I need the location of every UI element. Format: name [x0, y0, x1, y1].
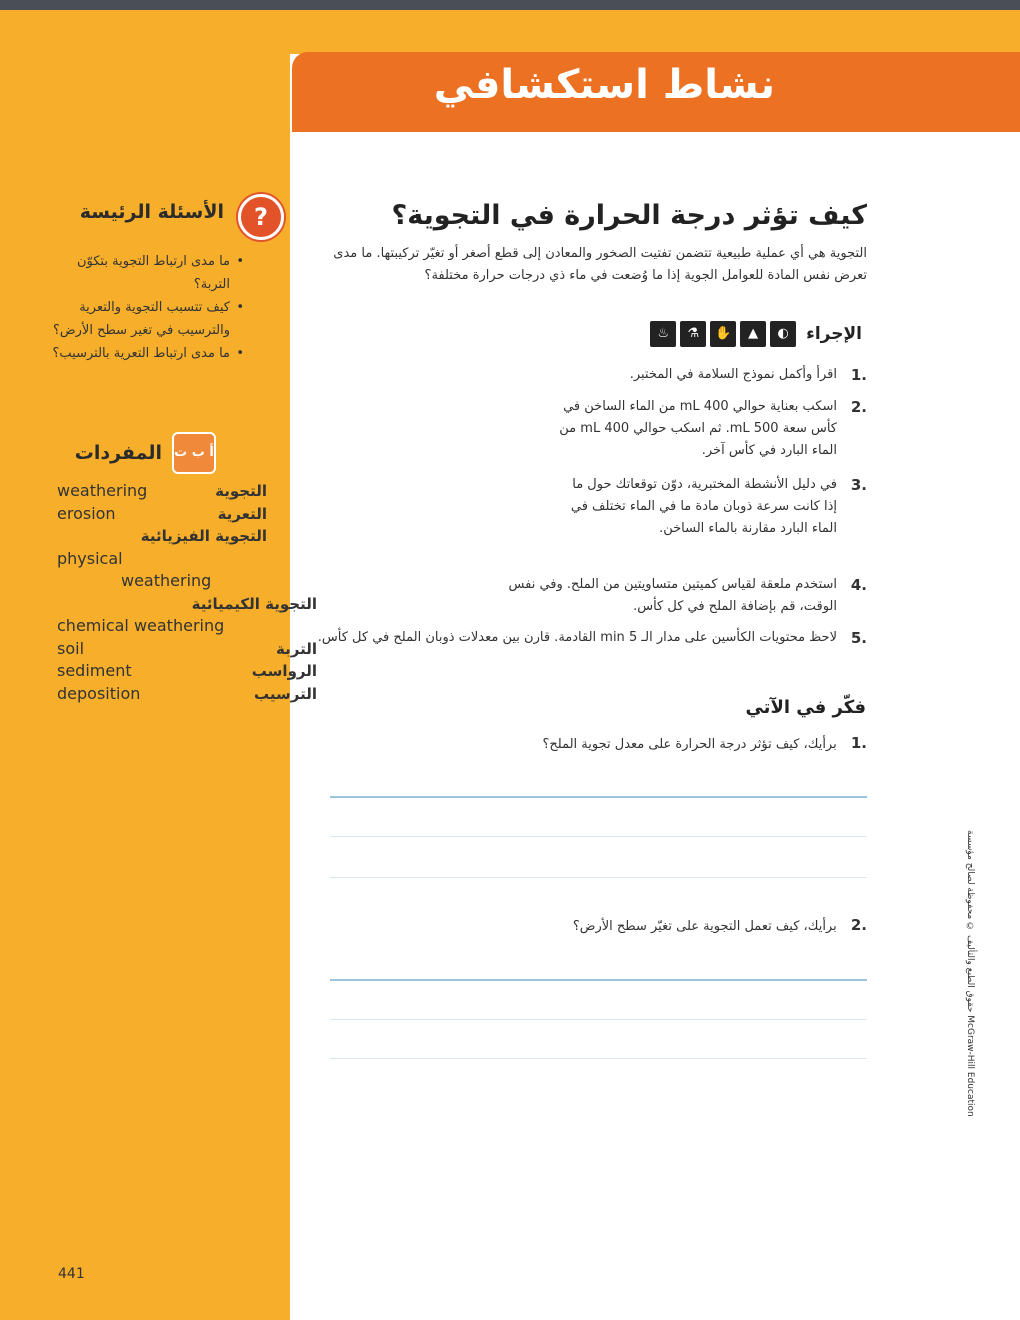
vocab-row [57, 480, 267, 503]
vocab-term-ar: الرواسب [251, 662, 317, 680]
vocab-term-en: chemical weathering [57, 616, 225, 635]
step-number: .5 [850, 629, 867, 647]
step-text: في دليل الأنشطة المختبرية، دوّن توقعاتك حول ما إذا كانت سرعة ذوبان مادة ما في الماء تختلف في الماء البارد مقارنة بالماء الساخن. [570, 477, 837, 536]
vocab-term-ar: التجوية [215, 482, 267, 500]
step-number: .4 [850, 576, 867, 594]
list-item: • ما مدى ارتباط التعرية بالترسيب؟ [44, 342, 244, 365]
list-item: • كيف تتسبب التجوية والتعرية والترسيب في تغير سطح الأرض؟ [44, 296, 244, 342]
vocab-term-en: weathering [57, 481, 148, 500]
vocab-row [57, 548, 267, 571]
top-bar [0, 0, 1020, 10]
list-item [547, 396, 867, 462]
step-number: .3 [850, 476, 867, 494]
step-text: اقرأ وأكمل نموذج السلامة في المختبر. [629, 367, 837, 382]
flask-icon: ⚗ [680, 321, 706, 347]
vocab-row [57, 660, 317, 683]
key-questions-heading: الأسئلة الرئيسة [79, 201, 224, 223]
list-item: • ما مدى ارتباط التجوية بتكوّن التربة؟ [44, 250, 244, 296]
list-item [487, 574, 867, 618]
question-number: .2 [850, 916, 867, 934]
vocab-term-ar: الترسيب [254, 684, 317, 703]
vocab-row [57, 615, 267, 638]
vocabulary-heading: المفردات [74, 442, 162, 464]
vocab-term-ar: التجوية الفيزيائية [140, 527, 267, 545]
vocab-term-en: deposition [57, 683, 141, 703]
page-number: 441 [58, 1266, 85, 1282]
vocab-row [57, 683, 317, 706]
apron-icon: ▲ [740, 321, 766, 347]
answer-line[interactable] [330, 979, 867, 981]
vocab-term-en: erosion [57, 503, 116, 523]
vocabulary-list [57, 480, 317, 705]
list-item [302, 364, 867, 386]
vocab-row [57, 593, 317, 616]
question-text: برأيك، كيف تؤثر درجة الحرارة على معدل تجوية الملح؟ [542, 737, 837, 752]
think-heading: فكّر في الآتي [745, 697, 866, 718]
hand-icon: ✋ [710, 321, 736, 347]
vocab-term-en: physical [57, 548, 123, 568]
vocabulary-icon: أ ب ت [172, 432, 216, 474]
step-text: لاحظ محتويات الكأسين على مدار الـ 5 min القادمة. قارن بين معدلات ذوبان الملح في كل كأس. [317, 630, 837, 645]
question-icon: ? [238, 194, 284, 240]
question-2 [573, 916, 867, 934]
copyright-credit: حقوق الطبع والتأليف © محفوظة لصالح مؤسسة McGraw-Hill Education [965, 830, 975, 1117]
key-questions-list [44, 250, 244, 365]
question-text: برأيك، كيف تعمل التجوية على تغيّر سطح الأرض؟ [572, 919, 837, 934]
vocab-term-ar: التربة [276, 639, 317, 658]
intro-paragraph: التجوية هي أي عملية طبيعية تتضمن تفتيت الصخور والمعادن إلى قطع أصغر أو تغيّر تركيبتها. ما مدى تعرض نفس المادة للعوامل الجوية إذا ما وُضعت في ماء ذي درجات حرارة مختلفة؟ [333, 246, 867, 283]
vocab-row [57, 503, 267, 526]
procedure-label: الإجراء [806, 324, 862, 344]
list-item [302, 627, 867, 649]
answer-line[interactable] [330, 1058, 867, 1059]
step-number: .1 [850, 366, 867, 384]
vocab-term-en: weathering [121, 571, 212, 590]
step-text: اسكب بعناية حوالي 400 mL من الماء الساخن في كأس سعة 500 mL. ثم اسكب حوالي 400 mL من الماء البارد في كأس آخر. [559, 399, 837, 458]
vocab-term-ar: التجوية الكيميائية [191, 594, 317, 613]
question-1 [542, 734, 867, 752]
step-text: استخدم ملعقة لقياس كميتين متساويتين من الملح. وفي نفس الوقت، قم بإضافة الملح في كل كأس. [508, 577, 837, 614]
question-number: .1 [850, 734, 867, 752]
answer-line[interactable] [330, 1019, 867, 1020]
goggles-icon: ◐ [770, 321, 796, 347]
vocab-term-ar: التعرية [217, 504, 267, 523]
vocab-row [57, 638, 317, 661]
vocab-row [57, 570, 267, 593]
vocab-row [57, 525, 267, 548]
vocab-term-en: sediment [57, 661, 132, 680]
hot-icon: ♨ [650, 321, 676, 347]
step-number: .2 [850, 398, 867, 416]
banner-title: نشاط استكشافي [433, 62, 775, 108]
answer-line[interactable] [330, 796, 867, 798]
answer-line[interactable] [330, 836, 867, 837]
procedure-header [650, 318, 862, 350]
page-title: كيف تؤثر درجة الحرارة في التجوية؟ [391, 200, 867, 231]
header-strip [290, 10, 1020, 54]
answer-line[interactable] [330, 877, 867, 878]
vocab-term-en: soil [57, 638, 85, 658]
list-item [557, 474, 867, 540]
